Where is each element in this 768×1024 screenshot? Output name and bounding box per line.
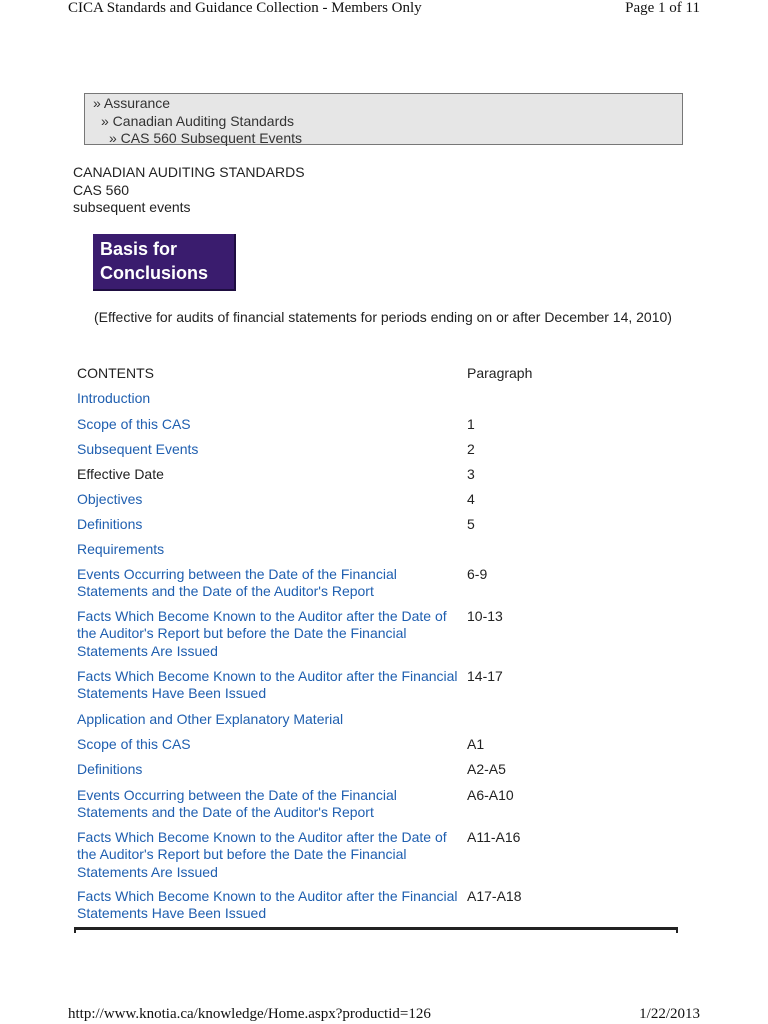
paragraph-ref: 10-13 [467, 608, 503, 624]
breadcrumb [84, 93, 683, 145]
basis-line-1: Basis for [100, 239, 178, 259]
paragraph-ref: 4 [467, 491, 475, 507]
paragraph-ref: 1 [467, 416, 475, 432]
toc-link[interactable]: Events Occurring between the Date of the Financial Statements and the Date of the Auditor's Report [77, 566, 397, 600]
title-standards: CANADIAN AUDITING STANDARDS [73, 164, 305, 180]
paragraph-ref: 2 [467, 441, 475, 457]
toc-link[interactable]: Definitions [77, 516, 143, 532]
print-header-title: CICA Standards and Guidance Collection - Members Only [68, 0, 422, 16]
toc-link[interactable]: Scope of this CAS [77, 416, 191, 432]
paragraph-ref: 5 [467, 516, 475, 532]
toc-link[interactable]: Application and Other Explanatory Material [77, 711, 344, 727]
paragraph-ref: 3 [467, 466, 475, 482]
toc-link[interactable]: Introduction [77, 390, 151, 406]
toc-link[interactable]: Facts Which Become Known to the Auditor after the Financial Statements Have Been Issued [77, 888, 458, 922]
toc-link[interactable]: Subsequent Events [77, 441, 199, 457]
contents-heading: CONTENTS [77, 365, 154, 381]
toc-link[interactable]: Scope of this CAS [77, 736, 191, 752]
toc-link[interactable]: Definitions [77, 761, 143, 777]
page-title [73, 164, 305, 217]
print-page-indicator: Page 1 of 11 [625, 0, 700, 16]
paragraph-ref: A11-A16 [467, 829, 521, 845]
toc-link[interactable]: Events Occurring between the Date of the Financial Statements and the Date of the Auditor's Report [77, 787, 397, 821]
basis-for-conclusions-button[interactable] [93, 234, 236, 291]
paragraph-ref: 6-9 [467, 566, 488, 582]
title-subject: subsequent events [73, 199, 191, 215]
title-cas-number: CAS 560 [73, 181, 130, 198]
toc-link[interactable]: Requirements [77, 541, 165, 557]
toc-link[interactable]: Facts Which Become Known to the Auditor after the Date of the Auditor's Report but before the Date the Financial Statements Are Issued [77, 608, 447, 659]
print-footer-date: 1/22/2013 [639, 1006, 700, 1022]
effective-date-note: (Effective for audits of financial statements for periods ending on or after December 14, 2010) [94, 309, 672, 325]
paragraph-ref: A6-A10 [467, 787, 514, 803]
breadcrumb-canadian-auditing-standards[interactable]: » Canadian Auditing Standards [101, 112, 295, 129]
table-bottom-rule [74, 927, 678, 930]
paragraph-ref: A17-A18 [467, 888, 522, 904]
paragraph-ref: A1 [467, 736, 485, 752]
paragraph-ref: 14-17 [467, 668, 503, 684]
print-footer-url: http://www.knotia.ca/knowledge/Home.aspx?productid=126 [68, 1006, 431, 1022]
toc-link[interactable]: Objectives [77, 491, 143, 507]
breadcrumb-cas-560[interactable]: » CAS 560 Subsequent Events [109, 130, 303, 146]
toc-text: Effective Date [77, 466, 164, 482]
paragraph-ref: A2-A5 [467, 761, 506, 777]
basis-line-2: Conclusions [100, 263, 209, 283]
toc-link[interactable]: Facts Which Become Known to the Auditor after the Date of the Auditor's Report but before the Date the Financial Statements Are Issued [77, 829, 447, 880]
breadcrumb-assurance[interactable]: » Assurance [93, 95, 171, 111]
toc-link[interactable]: Facts Which Become Known to the Auditor after the Financial Statements Have Been Issued [77, 668, 458, 702]
paragraph-heading: Paragraph [467, 365, 533, 381]
